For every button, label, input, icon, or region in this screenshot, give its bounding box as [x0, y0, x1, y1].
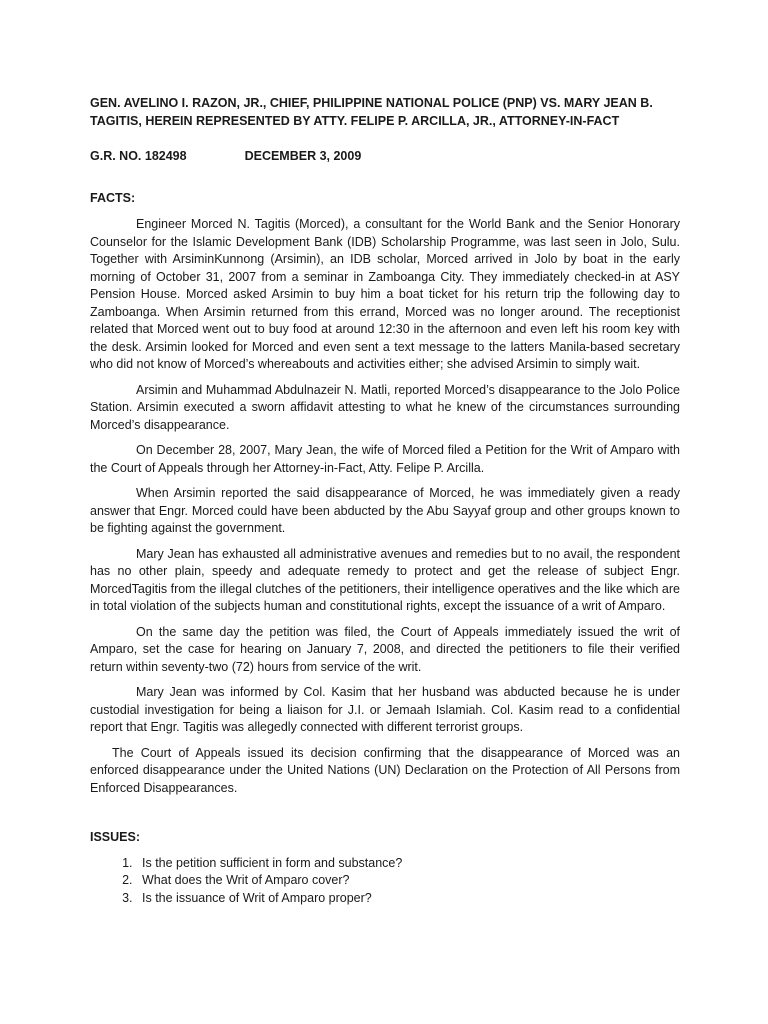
gr-number: G.R. NO. 182498 [90, 149, 187, 163]
issues-list [90, 855, 680, 908]
facts-paragraph: Engineer Morced N. Tagitis (Morced), a consultant for the World Bank and the Senior Honorary Counselor for the Islamic Development Bank (IDB) Scholarship Programme, was last seen in Jolo, Sulu. Together with ArsiminKunnong (Arsimin), an IDB scholar, Morced arrived in Jolo by boat in the early morning of October 31, 2007 from a seminar in Zamboanga City. They immediately checked-in at ASY Pension House. Morced asked Arsimin to buy him a boat ticket for his return trip the following day to Zamboanga. When Arsimin returned from this errand, Morced was no longer around. The receptionist related that Morced went out to buy food at around 12:30 in the afternoon and even left his room key with the desk. Arsimin looked for Morced and even sent a text message to the latters Manila-based secretary who did not know of Morced’s whereabouts and activities either; she advised Arsimin to simply wait. [90, 217, 680, 371]
decision-date: DECEMBER 3, 2009 [244, 149, 362, 163]
facts-paragraph: The Court of Appeals issued its decision confirming that the disappearance of Morced was an enforced disappearance under the United Nations (UN) Declaration on the Protection of All Persons from Enforced Disappearances. [90, 745, 680, 795]
facts-paragraph: On the same day the petition was filed, the Court of Appeals immediately issued the writ of Amparo, set the case for hearing on January 7, 2008, and directed the petitioners to file their verified return within seventy-two (72) hours from service of the writ. [90, 624, 680, 674]
case-reference [90, 148, 680, 166]
facts-paragraph: Arsimin and Muhammad Abdulnazeir N. Matli, reported Morced’s disappearance to the Jolo Police Station. Arsimin executed a sworn affidavit attesting to what he knew of the circumstances surrounding Morced’s disappearance. [90, 382, 680, 432]
issue-item: 1. Is the petition sufficient in form and substance? [136, 855, 680, 873]
case-title: GEN. AVELINO I. RAZON, JR., CHIEF, PHILIPPINE NATIONAL POLICE (PNP) VS. MARY JEAN B. TAGITIS, HEREIN REPRESENTED BY ATTY. FELIPE P. ARCILLA, JR., ATTORNEY-IN-FACT [90, 96, 653, 128]
issues-heading: ISSUES: [90, 830, 141, 844]
facts-heading: FACTS: [90, 190, 136, 205]
facts-paragraph: On December 28, 2007, Mary Jean, the wife of Morced filed a Petition for the Writ of Amparo with the Court of Appeals through her Attorney-in-Fact, Atty. Felipe P. Arcilla. [90, 443, 680, 475]
facts-paragraph: When Arsimin reported the said disappearance of Morced, he was immediately given a ready answer that Engr. Morced could have been abducted by the Abu Sayyaf group and other groups known to be fighting against the government. [90, 486, 680, 535]
issue-item: 2. What does the Writ of Amparo cover? [136, 872, 680, 890]
issue-item: 3. Is the issuance of Writ of Amparo proper? [136, 890, 680, 908]
facts-paragraph: Mary Jean has exhausted all administrative avenues and remedies but to no avail, the respondent has no other plain, speedy and adequate remedy to protect and get the release of subject Engr. MorcedTagitis from the illegal clutches of the petitioners, their intelligence operatives and the like which are in total violation of the subjects human and constitutional rights, except the issuance of a writ of Amparo. [90, 546, 680, 613]
facts-paragraph: Mary Jean was informed by Col. Kasim that her husband was abducted because he is under custodial investigation for being a liaison for J.I. or Jemaah Islamiah. Col. Kasim read to a confidential report that Engr. Tagitis was allegedly connected with different terrorist groups. [90, 685, 680, 734]
